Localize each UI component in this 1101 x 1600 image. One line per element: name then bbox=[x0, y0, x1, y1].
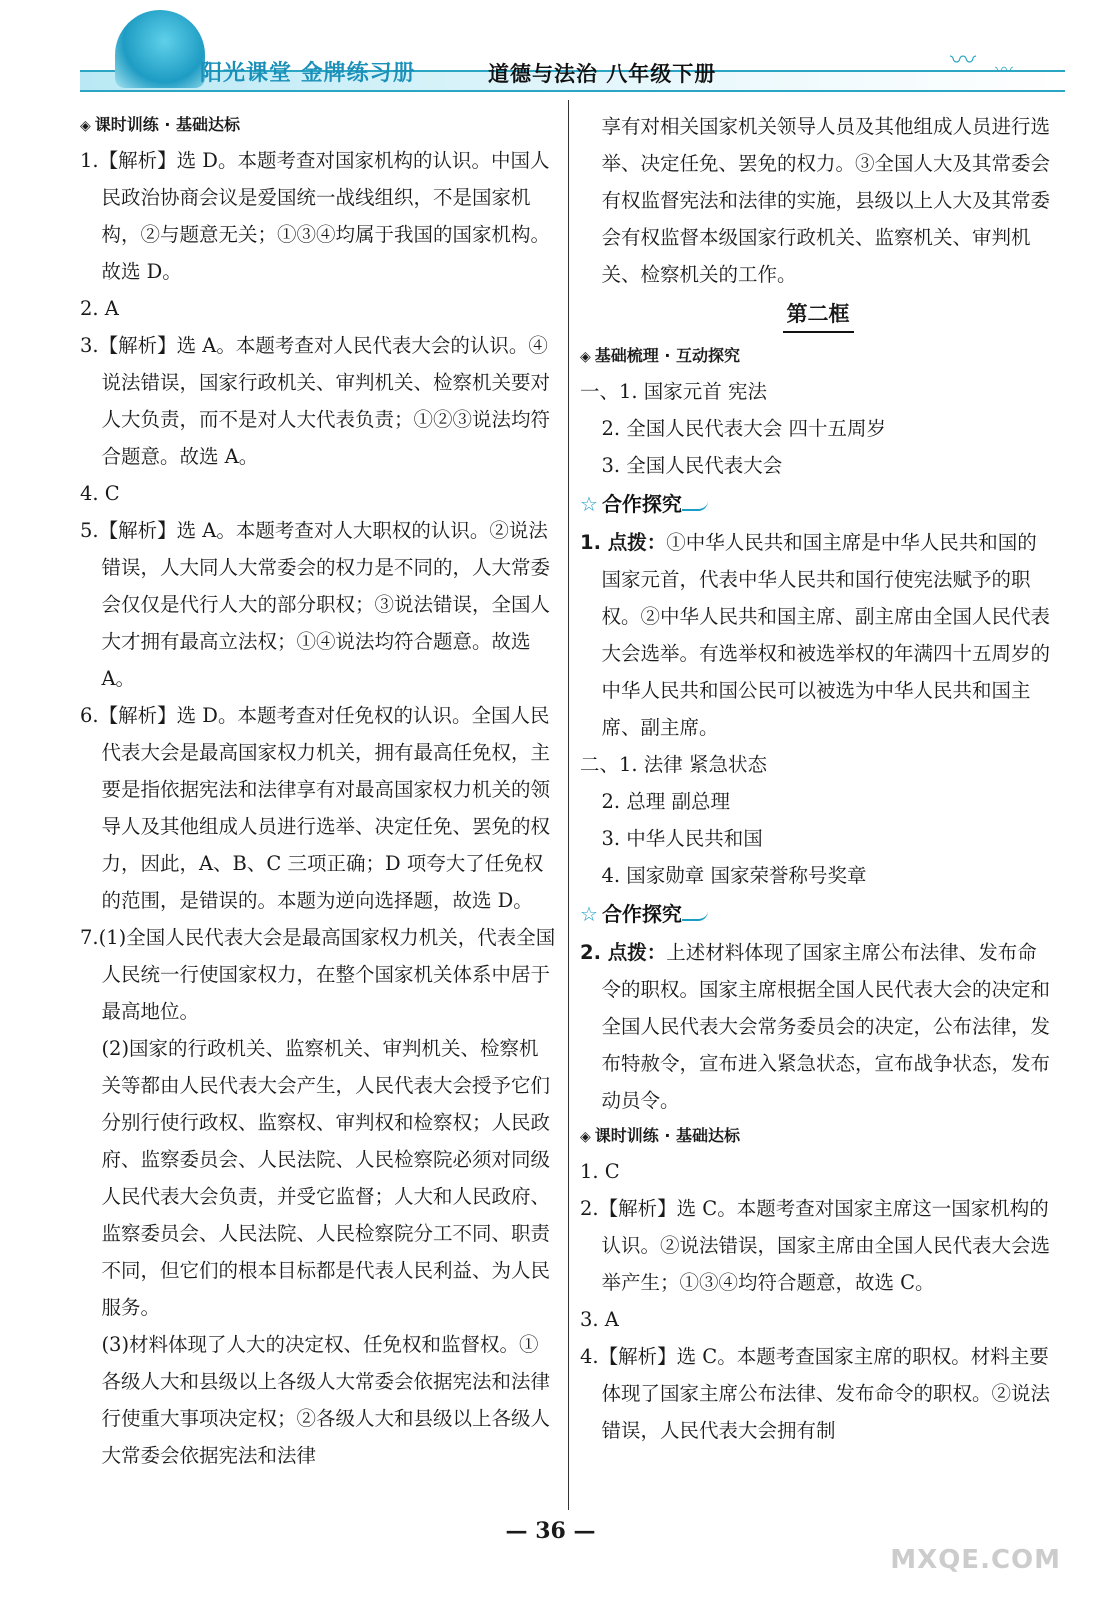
answer-item: 二、1. 法律 紧急状态 bbox=[580, 753, 768, 776]
section-heading: ◈ 基础梳理 · 互动探究 bbox=[580, 346, 741, 365]
answer-item: 3. 全国人民代表大会 bbox=[601, 454, 783, 477]
page-number: — 36 — bbox=[505, 1518, 596, 1544]
answer-item: 2.【解析】选 C。本题考查对国家主席这一国家机构的认识。②说法错误，国家主席由全国人民代表大会选举产生；①③④均符合题意，故选 C。 bbox=[580, 1197, 1050, 1294]
star-icon: ☆ bbox=[580, 492, 598, 516]
page-header bbox=[0, 0, 1101, 100]
series-logo bbox=[115, 10, 205, 88]
answer-item: 6.【解析】选 D。本题考查对任免权的认识。全国人民代表大会是最高国家权力机关，拥有最高任免权，主要是指依据宪法和法律享有对最高国家权力机关的领导人及其他组成人员进行选举、决定任免、罢免的权力，因此，A、B、C 三项正确；D 项夸大了任免权的范围，是错误的。本题为逆向选择题，故选 D。 bbox=[80, 704, 550, 912]
diamond-icon: ◈ bbox=[580, 349, 591, 365]
answer-item: 2. 全国人民代表大会 四十五周岁 bbox=[601, 417, 886, 440]
answer-item: 4. 国家勋章 国家荣誉称号奖章 bbox=[601, 864, 867, 887]
answer-continuation: 享有对相关国家机关领导人员及其他组成人员进行选举、决定任免、罢免的权力。③全国人大及其常委会有权监督宪法和法律的实施，县级以上人大及其常委会有权监督本级国家行政机关、监察机关、审判机关、检察机关的工作。 bbox=[601, 115, 1050, 286]
answer-item: 一、1. 国家元首 宪法 bbox=[580, 380, 768, 403]
right-column bbox=[580, 108, 1056, 1449]
star-icon: ☆ bbox=[580, 902, 598, 926]
answer-item: 2. A bbox=[80, 297, 119, 320]
left-column bbox=[80, 108, 556, 1474]
watermark: MXQE.COM bbox=[890, 1545, 1061, 1575]
subject-title: 道德与法治 八年级下册 bbox=[488, 62, 717, 86]
section-heading: ◈ 课时训练 · 基础达标 bbox=[580, 1126, 741, 1145]
diamond-icon: ◈ bbox=[580, 1129, 591, 1145]
answer-item: 1. 点拨：①中华人民共和国主席是中华人民共和国的国家元首，代表中华人民共和国行使宪法赋予的职权。②中华人民共和国主席、副主席由全国人民代表大会选举。有选举权和被选举权的年满四十五周岁的中华人民共和国公民可以被选为中华人民共和国主席、副主席。 bbox=[580, 531, 1050, 739]
answer-item: 2. 总理 副总理 bbox=[601, 790, 730, 813]
answer-item: 1.【解析】选 D。本题考查对国家机构的认识。中国人民政治协商会议是爱国统一战线组织，不是国家机构，②与题意无关；①③④均属于我国的国家机构。故选 D。 bbox=[80, 149, 550, 283]
bird-icon: 〰 bbox=[995, 60, 1013, 81]
answer-item: 2. 点拨：上述材料体现了国家主席公布法律、发布命令的职权。国家主席根据全国人民代表大会的决定和全国人民代表大会常务委员会的决定，公布法律，发布特赦令，宣布进入紧急状态，宣布战争状态，发布动员令。 bbox=[580, 941, 1050, 1112]
diamond-icon: ◈ bbox=[80, 118, 91, 134]
answer-item: 4. C bbox=[80, 482, 120, 505]
answer-item: 4.【解析】选 C。本题考查国家主席的职权。材料主要体现了国家主席公布法律、发布命令的职权。②说法错误，人民代表大会拥有制 bbox=[580, 1345, 1050, 1442]
answer-item: 5.【解析】选 A。本题考查对人大职权的认识。②说法错误，人大同人大常委会的权力是不同的，人大常委会仅仅是代行人大的部分职权；③说法错误，全国人大才拥有最高立法权；①④说法均符合题意。故选 A。 bbox=[80, 519, 550, 690]
answer-subitem: (3)材料体现了人大的决定权、任免权和监督权。①各级人大和县级以上各级人大常委会依据宪法和法律行使重大事项决定权；②各级人大和县级以上各级人大常委会依据宪法和法律 bbox=[101, 1333, 550, 1467]
series-title: 阳光课堂 金牌练习册 bbox=[200, 61, 416, 86]
answer-item: 3. A bbox=[580, 1308, 619, 1331]
column-divider bbox=[568, 100, 569, 1510]
cooperation-heading: ☆ 合作探究 bbox=[580, 894, 1056, 934]
answer-item: 7.(1)全国人民代表大会是最高国家权力机关，代表全国人民统一行使国家权力，在整个国家机关体系中居于最高地位。 bbox=[80, 926, 556, 1023]
answer-item: 3. 中华人民共和国 bbox=[601, 827, 763, 850]
bird-icon: 〰 bbox=[950, 46, 977, 76]
frame-title: 第二框 bbox=[580, 293, 1056, 339]
cooperation-heading: ☆ 合作探究 bbox=[580, 484, 1056, 524]
section-heading: ◈ 课时训练 · 基础达标 bbox=[80, 115, 241, 134]
answer-item: 1. C bbox=[580, 1160, 620, 1183]
answer-subitem: (2)国家的行政机关、监察机关、审判机关、检察机关等都由人民代表大会产生，人民代表大会授予它们分别行使行政权、监察权、审判权和检察权；人民政府、监察委员会、人民法院、人民检察院必须对同级人民代表大会负责，并受它监督；人大和人民政府、监察委员会、人民法院、人民检察院分工不同、职责不同，但它们的根本目标都是代表人民利益、为人民服务。 bbox=[101, 1037, 550, 1319]
answer-item: 3.【解析】选 A。本题考查对人民代表大会的认识。④说法错误，国家行政机关、审判机关、检察机关要对人大负责，而不是对人大代表负责；①②③说法均符合题意。故选 A。 bbox=[80, 334, 550, 468]
